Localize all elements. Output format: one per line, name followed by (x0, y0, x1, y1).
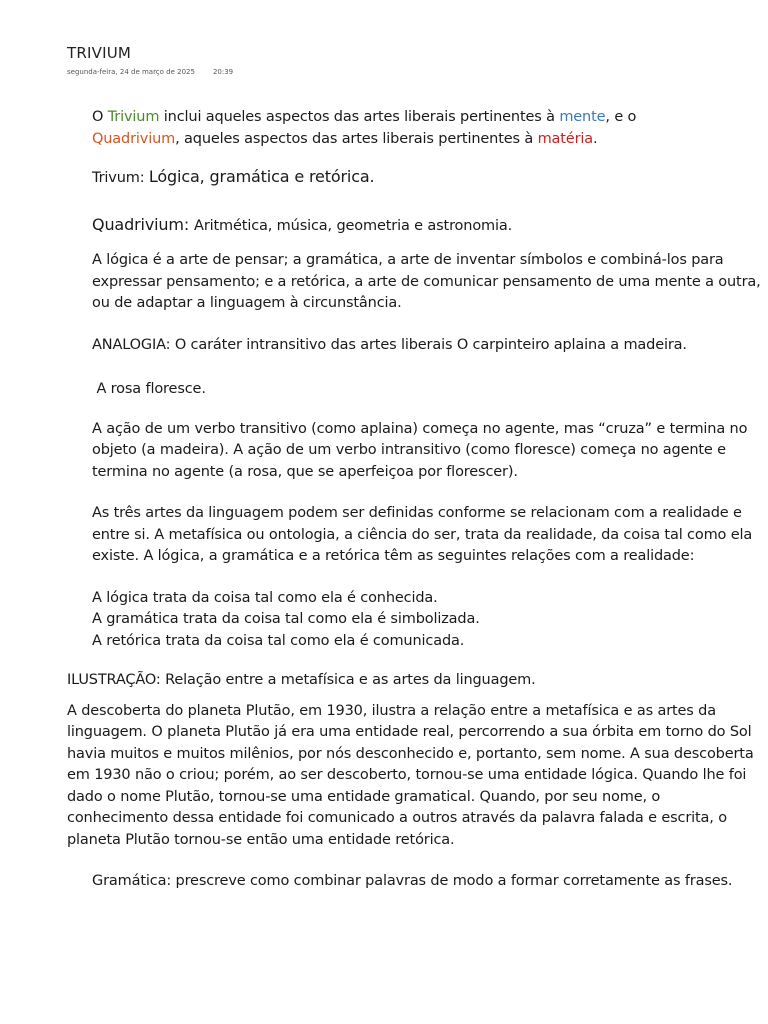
trivium-term: Trivium (107, 109, 160, 125)
analogy-heading: ANALOGIA: O caráter intransitivo das artes liberais O carpinteiro aplaina a madeira. (92, 336, 687, 353)
three-arts-paragraph: As três artes da linguagem podem ser definidas conforme se relacionam com a realidade e entre si. A metafísica ou ontologia, a ciência do ser, trata da realidade, da coisa tal como ela existe. A lógica, a gramática e a retórica têm as seguintes relações com a realidade: (92, 505, 753, 564)
rose-line: A rosa floresce. (92, 381, 206, 397)
materia-term: matéria (537, 130, 594, 147)
note-body[interactable] (67, 107, 764, 893)
illustration-heading: ILUSTRAÇÃO: Relação entre a metafísica e as artes da linguagem. (67, 672, 536, 688)
relation-item: A gramática trata da coisa tal como ela é simbolizada. (92, 611, 480, 627)
mente-term: mente (559, 109, 606, 125)
note-time: 20:39 (212, 68, 234, 76)
verbs-paragraph: A ação de um verbo transitivo (como aplaina) começa no agente, mas “cruza” e termina no objeto (a madeira). A ação de um verbo intransitivo (como floresce) começa no agente e termina no agente (a rosa, que se aperfeiçoa por florescer). (92, 420, 748, 480)
quadrivium-term: Quadrivium (92, 130, 176, 147)
note-title[interactable]: TRIVIUM (67, 44, 132, 62)
relation-item: A retórica trata da coisa tal como ela é comunicada. (92, 632, 465, 649)
pluto-paragraph: A descoberta do planeta Plutão, em 1930, ilustra a relação entre a metafísica e as artes da linguagem. O planeta Plutão já era uma entidade real, percorrendo a sua órbita em torno do Sol havia muitos e muitos milênios, por nós desconhecido e, portanto, sem nome. A sua descoberta em 1930 não o criou; porém, ao ser descoberto, tornou-se uma entidade lógica. Quando lhe foi dado o nome Plutão, tornou-se uma entidade gramatical. Quando, por seu nome, o conhecimento dessa entidade foi comunicado a outros através da palavra falada e escrita, o planeta Plutão tornou-se então uma entidade retórica. (67, 702, 754, 848)
relation-item: A lógica trata da coisa tal como ela é conhecida. (92, 589, 438, 606)
relations-list (92, 588, 764, 653)
intro-paragraph: O Trivium inclui aqueles aspectos das artes liberais pertinentes à mente, e o Quadrivium, aqueles aspectos das artes liberais pertinentes à matéria. (92, 109, 637, 147)
grammar-definition: Gramática: prescreve como combinar palavras de modo a formar corretamente as frases. (92, 873, 733, 889)
logic-definition: A lógica é a arte de pensar; a gramática, a arte de inventar símbolos e combiná-los para expressar pensamento; e a retórica, a arte de comunicar pensamento de uma mente a outra, ou de adaptar a linguagem à circunstância. (92, 252, 761, 311)
note-date: segunda-feira, 24 de março de 2025 (67, 68, 195, 76)
quadrivium-line: Quadrivium: Aritmética, música, geometria e astronomia. (92, 214, 513, 234)
trivium-line: Trivum: Lógica, gramática e retórica. (92, 167, 375, 186)
note-timestamp (67, 68, 233, 76)
